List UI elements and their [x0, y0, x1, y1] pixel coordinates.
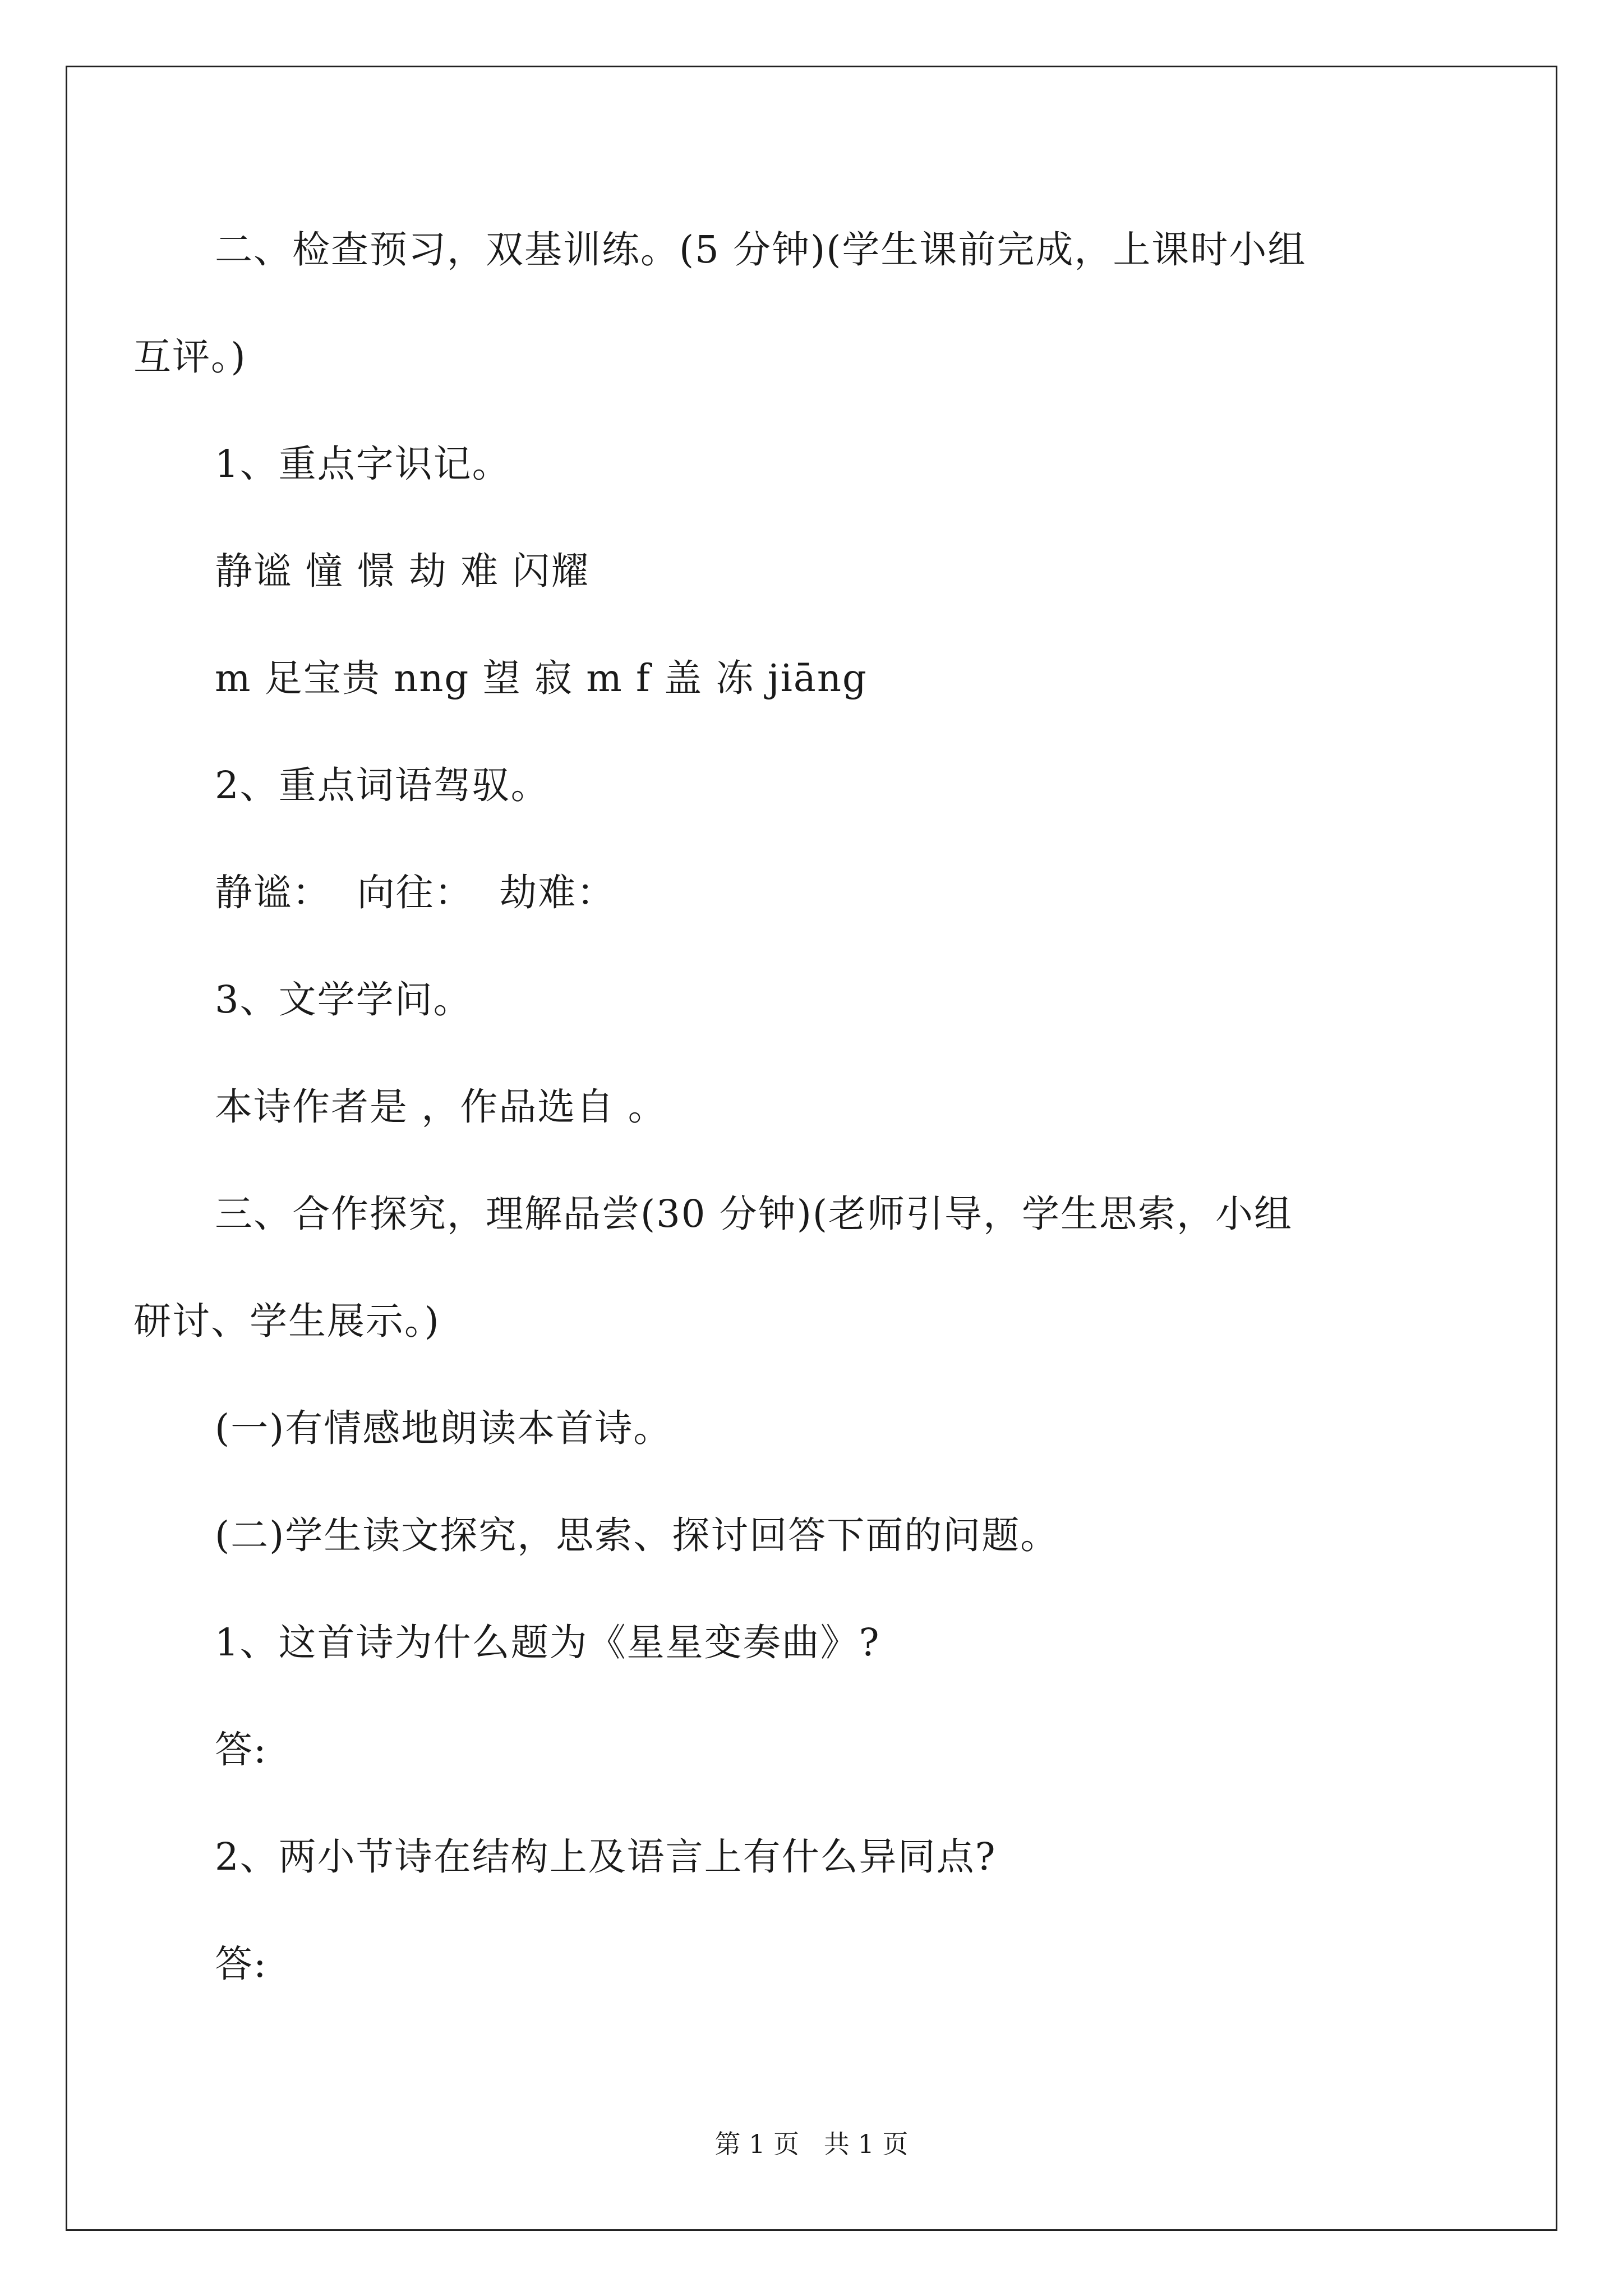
section-two-heading: 二、检查预习，双基训练。(5 分钟)(学生课前完成，上课时小组 — [215, 228, 1307, 272]
author-source-fill: 本诗作者是 ，作品选自 。 — [215, 1085, 667, 1129]
key-words-list: 静谧： 向往： 劫难： — [215, 871, 616, 914]
subsection-one: (一)有情感地朗读本首诗。 — [215, 1406, 672, 1450]
item-key-characters: 1、重点字识记。 — [215, 442, 511, 486]
answer-one: 答: — [215, 1728, 268, 1772]
section-three-heading-continued: 研讨、学生展示。) — [133, 1299, 440, 1343]
section-two-heading-continued: 互评。) — [133, 335, 247, 379]
answer-two: 答: — [215, 1942, 268, 1986]
document-body — [133, 223, 1457, 1991]
subsection-two: (二)学生读文探究，思索、探讨回答下面的问题。 — [215, 1513, 1059, 1557]
key-characters-list: 静谧 憧 憬 劫 难 闪耀 — [215, 549, 590, 593]
pinyin-fill-line: m 足宝贵 nng 望 寂 m f 盖 冻 jiāng — [215, 656, 868, 700]
item-key-words: 2、重点词语驾驭。 — [215, 763, 550, 807]
item-literature-knowledge: 3、文学学问。 — [215, 978, 472, 1022]
question-one: 1、这首诗为什么题为《星星变奏曲》? — [215, 1621, 880, 1664]
section-three-heading: 三、合作探究，理解品尝(30 分钟)(老师引导，学生思索，小组 — [215, 1192, 1293, 1236]
page-footer: 第 1 页 共 1 页 — [714, 2129, 909, 2159]
question-two: 2、两小节诗在结构上及语言上有什么异同点? — [215, 1835, 997, 1879]
